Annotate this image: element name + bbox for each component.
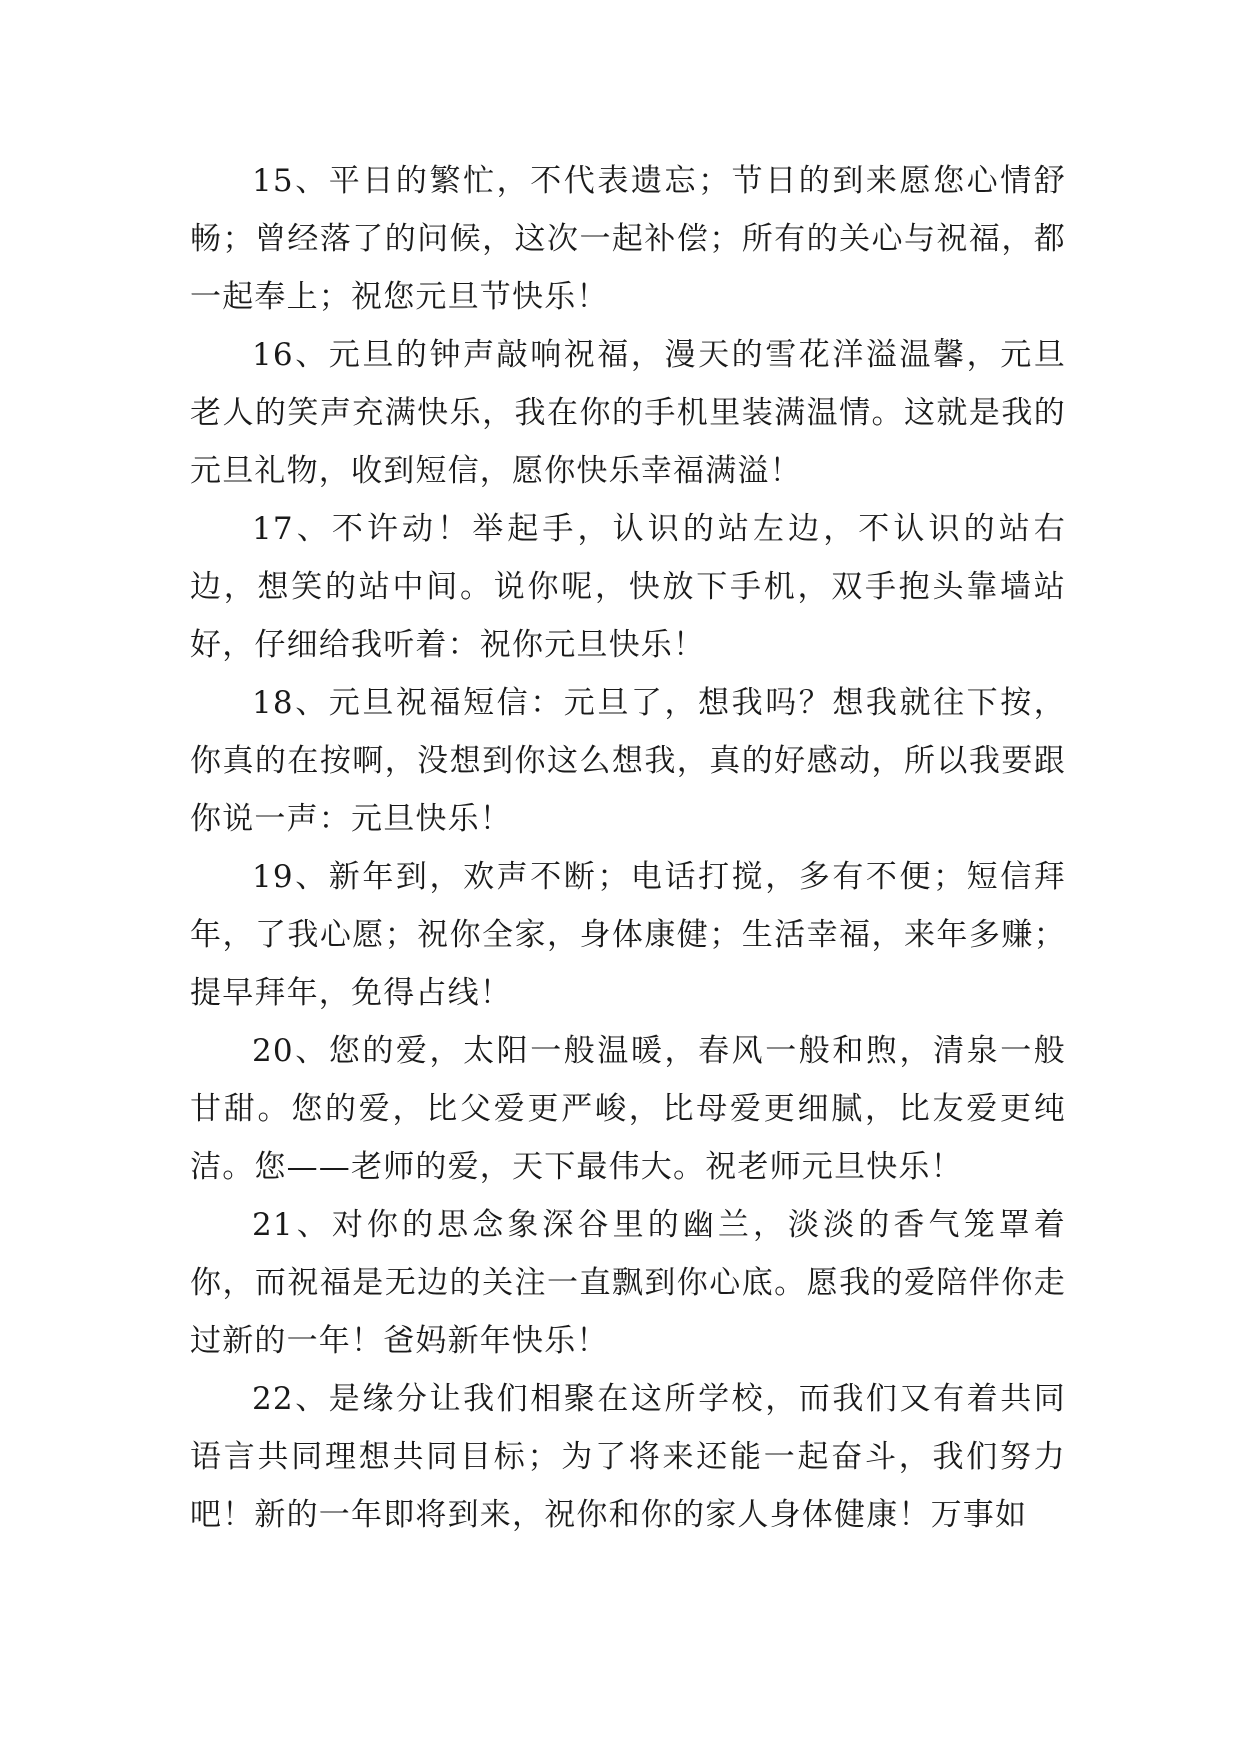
- paragraph-16: 16、元旦的钟声敲响祝福，漫天的雪花洋溢温馨，元旦老人的笑声充满快乐，我在你的手机里装满温情。这就是我的元旦礼物，收到短信，愿你快乐幸福满溢！: [190, 337, 1066, 489]
- paragraph-21: 21、对你的思念象深谷里的幽兰，淡淡的香气笼罩着你，而祝福是无边的关注一直飘到你心底。愿我的爱陪伴你走过新的一年！爸妈新年快乐！: [190, 1207, 1066, 1359]
- document-body: [190, 152, 1066, 1544]
- paragraph-15: 15、平日的繁忙，不代表遗忘；节日的到来愿您心情舒畅；曾经落了的问候，这次一起补偿；所有的关心与祝福，都一起奉上；祝您元旦节快乐！: [190, 163, 1066, 315]
- paragraph-17: 17、不许动！举起手，认识的站左边，不认识的站右边，想笑的站中间。说你呢，快放下手机，双手抱头靠墙站好，仔细给我听着：祝你元旦快乐！: [190, 511, 1066, 663]
- paragraph-18: 18、元旦祝福短信：元旦了，想我吗？想我就往下按，你真的在按啊，没想到你这么想我，真的好感动，所以我要跟你说一声：元旦快乐！: [190, 685, 1066, 837]
- paragraph-19: 19、新年到，欢声不断；电话打搅，多有不便；短信拜年，了我心愿；祝你全家，身体康健；生活幸福，来年多赚；提早拜年，免得占线！: [190, 859, 1066, 1011]
- paragraph-20: 20、您的爱，太阳一般温暖，春风一般和煦，清泉一般甘甜。您的爱，比父爱更严峻，比母爱更细腻，比友爱更纯洁。您——老师的爱，天下最伟大。祝老师元旦快乐！: [190, 1033, 1066, 1185]
- paragraph-22: 22、是缘分让我们相聚在这所学校，而我们又有着共同语言共同理想共同目标；为了将来还能一起奋斗，我们努力吧！新的一年即将到来，祝你和你的家人身体健康！万事如: [190, 1381, 1066, 1533]
